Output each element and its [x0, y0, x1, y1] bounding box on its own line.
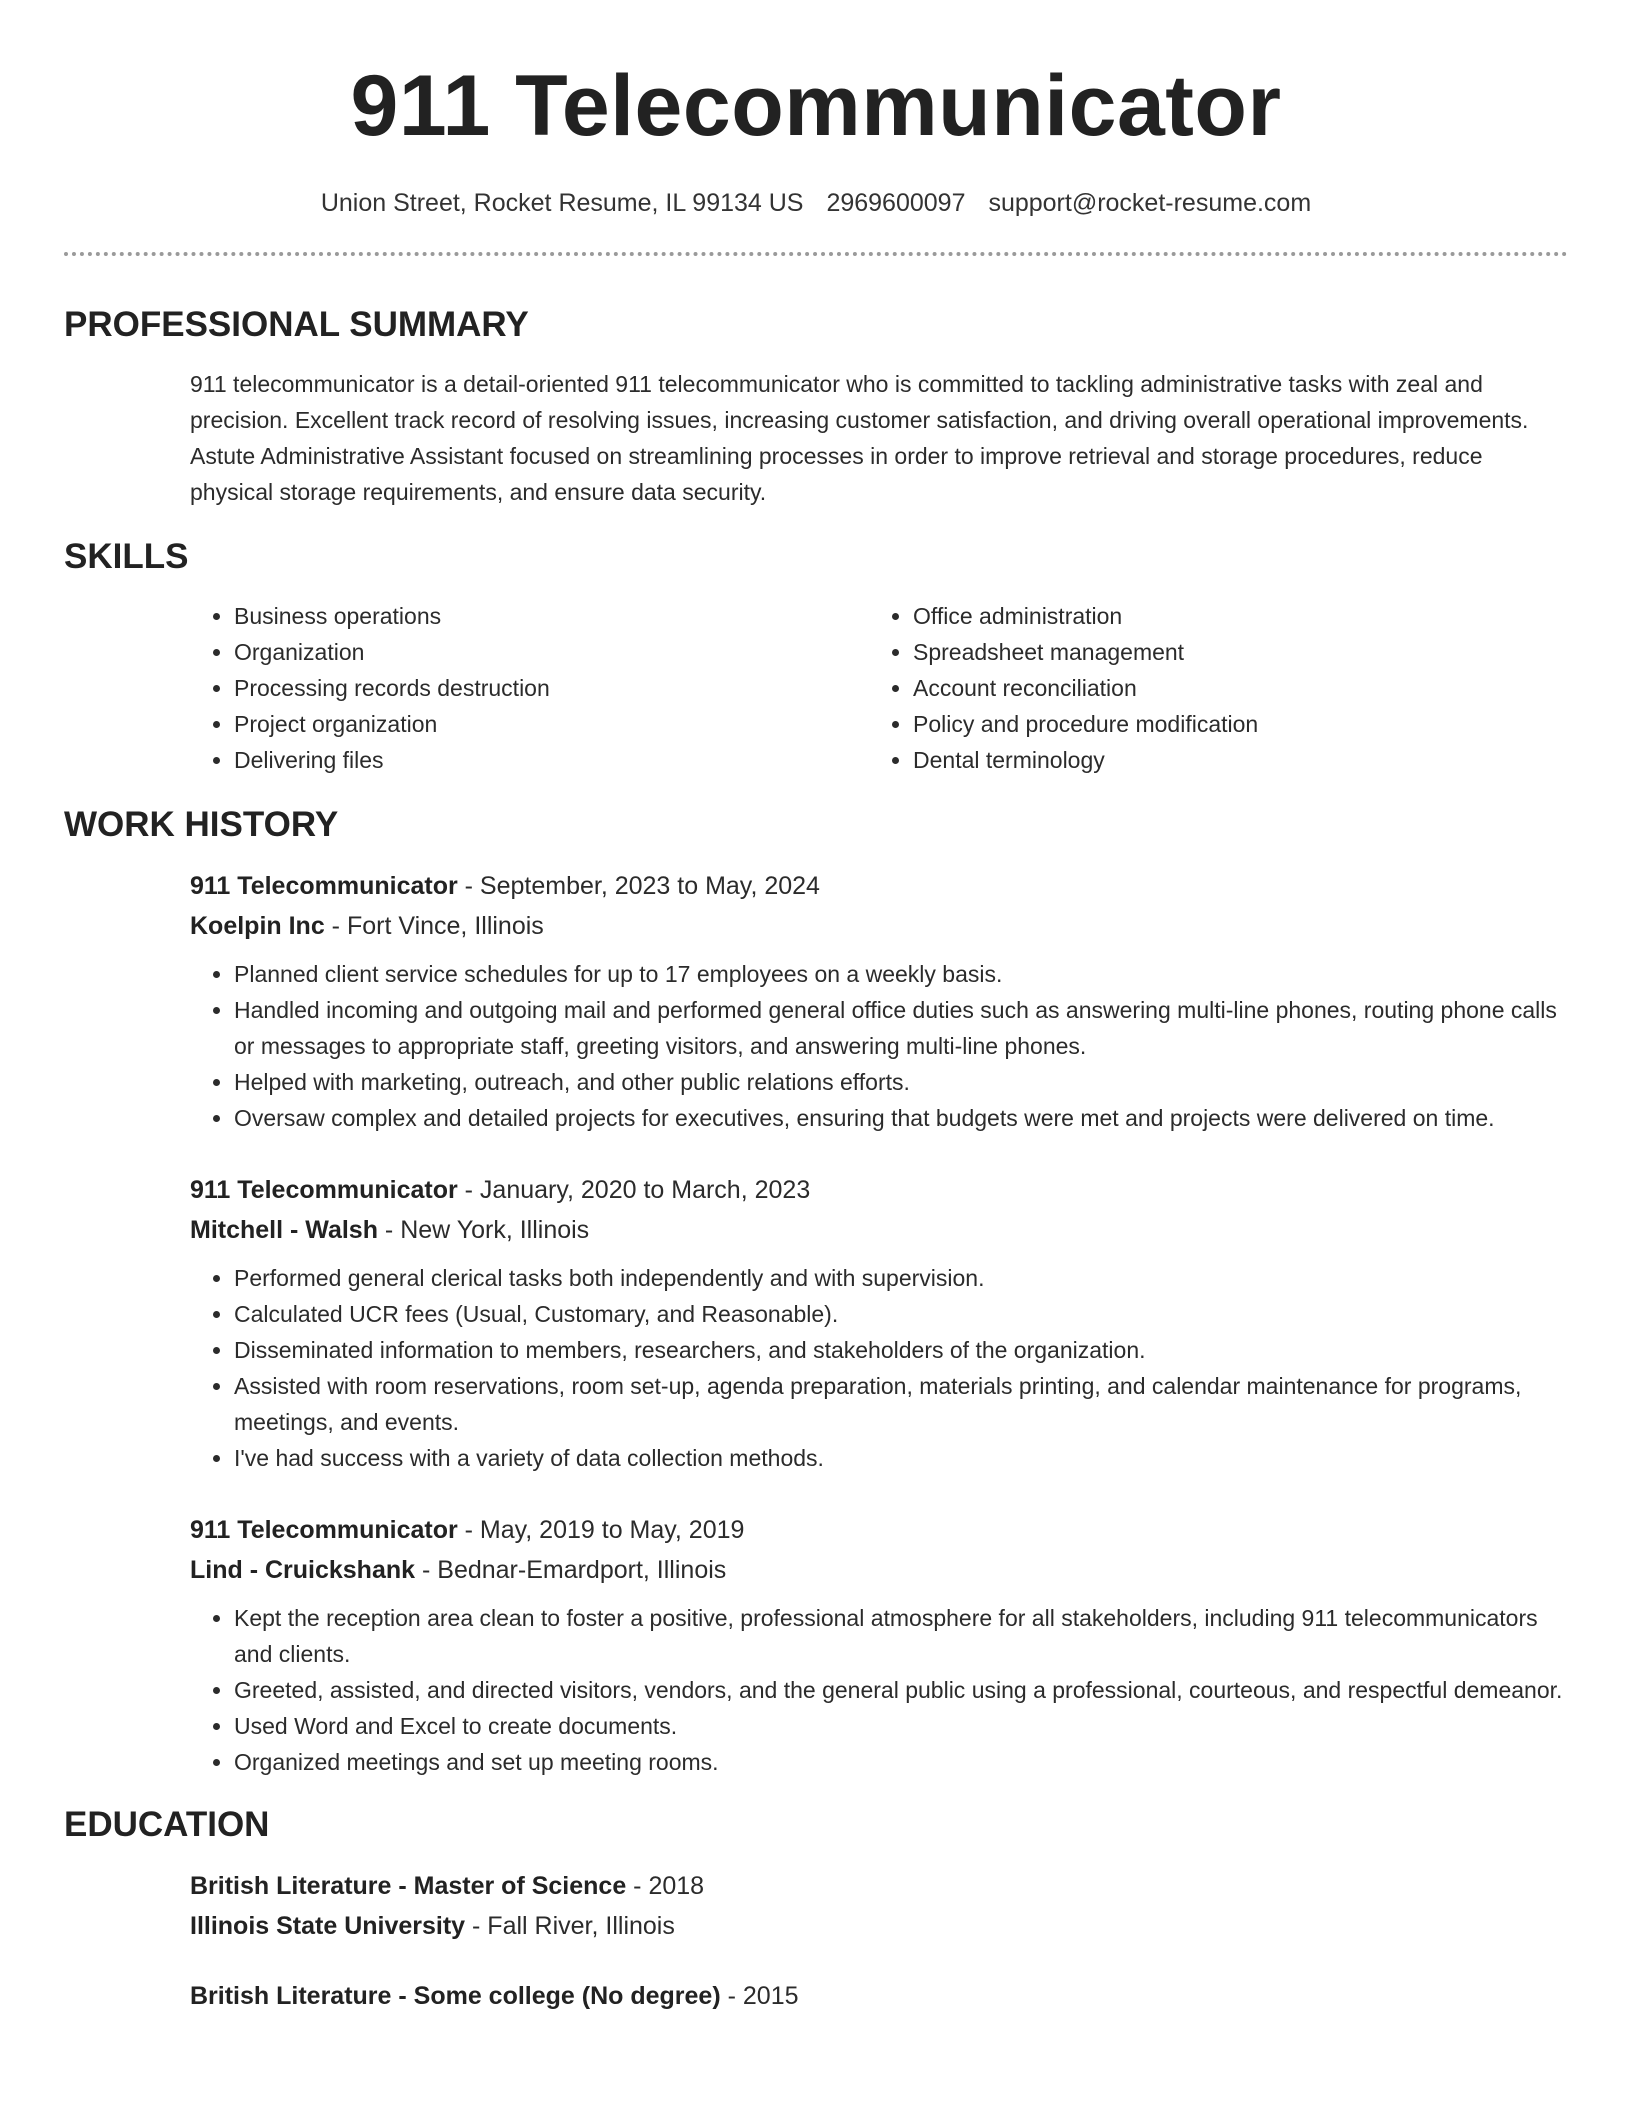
job-location: - Fort Vince, Illinois [324, 912, 544, 940]
job-company: Lind - Cruickshank [190, 1556, 416, 1584]
job-duty: • Assisted with room reservations, room set-up, agenda preparation, materials printing, and calendar maintenance for programs, meetings, and events. [234, 1368, 1568, 1440]
work-history-heading: WORK HISTORY [64, 805, 339, 844]
education-entry [190, 1866, 1568, 1946]
education-year: - 2018 [626, 1872, 705, 1900]
job-duty: • Disseminated information to members, researchers, and stakeholders of the organization. [234, 1332, 1568, 1368]
skills-grid [190, 598, 1568, 778]
job-location: - New York, Illinois [377, 1216, 590, 1244]
skills-heading: SKILLS [64, 537, 189, 576]
skill-item: • Policy and procedure modification [913, 706, 1568, 742]
skills-list-right [869, 598, 1568, 778]
education-section [64, 1804, 1568, 2016]
education-degree: British Literature - Some college (No degree) [190, 1982, 721, 2010]
work-history-section [64, 804, 1568, 1780]
education-degree-line [190, 1866, 1568, 1906]
skill-item: • Project organization [234, 706, 869, 742]
job-entry [190, 1170, 1568, 1476]
education-heading: EDUCATION [64, 1805, 270, 1844]
job-duties-list [190, 956, 1568, 1136]
job-entry [190, 866, 1568, 1136]
education-location: - Fall River, Illinois [465, 1912, 675, 1940]
skills-section [64, 536, 1568, 778]
job-company-line [190, 1210, 1568, 1250]
contact-email: support@rocket-resume.com [988, 189, 1312, 217]
job-duty: • Helped with marketing, outreach, and other public relations efforts. [234, 1064, 1568, 1100]
job-company-line [190, 906, 1568, 946]
job-duty: • Calculated UCR fees (Usual, Customary, and Reasonable). [234, 1296, 1568, 1332]
skill-item: • Spreadsheet management [913, 634, 1568, 670]
contact-phone: 2969600097 [826, 189, 966, 217]
job-title-line [190, 866, 1568, 906]
job-duties-list [190, 1260, 1568, 1476]
education-school: Illinois State University [190, 1912, 466, 1940]
summary-heading: PROFESSIONAL SUMMARY [64, 305, 529, 344]
job-title-line [190, 1170, 1568, 1210]
job-company-line [190, 1550, 1568, 1590]
skill-item: • Dental terminology [913, 742, 1568, 778]
skills-list-left [190, 598, 869, 778]
header-divider [64, 252, 1568, 256]
job-dates: - September, 2023 to May, 2024 [457, 872, 820, 900]
summary-text: 911 telecommunicator is a detail-oriented 911 telecommunicator who is committed to tackling administrative tasks with zeal and precision. Excellent track record of resolving issues, increasing customer satisfaction, and driving overall operational improvements. Astute Administrative Assistant focused on streamlining processes in order to improve retrieval and storage procedures, reduce physical storage requirements, and ensure data security. [190, 371, 1529, 505]
skill-item: • Account reconciliation [913, 670, 1568, 706]
skill-item: • Business operations [234, 598, 869, 634]
skill-item: • Delivering files [234, 742, 869, 778]
skill-item: • Processing records destruction [234, 670, 869, 706]
education-school-line [190, 1906, 1568, 1946]
skill-item: • Organization [234, 634, 869, 670]
job-title: 911 Telecommunicator [190, 1176, 458, 1204]
job-duty: • Performed general clerical tasks both independently and with supervision. [234, 1260, 1568, 1296]
job-title: 911 Telecommunicator [190, 872, 458, 900]
job-company: Mitchell - Walsh [190, 1216, 378, 1244]
education-degree-line [190, 1976, 1568, 2016]
job-dates: - January, 2020 to March, 2023 [457, 1176, 811, 1204]
job-duty: • Planned client service schedules for up to 17 employees on a weekly basis. [234, 956, 1568, 992]
summary-section [64, 304, 1568, 510]
education-degree: British Literature - Master of Science [190, 1872, 627, 1900]
job-title-line [190, 1510, 1568, 1550]
contact-line [64, 188, 1568, 218]
job-title: 911 Telecommunicator [190, 1516, 458, 1544]
job-company: Koelpin Inc [190, 912, 325, 940]
job-dates: - May, 2019 to May, 2019 [457, 1516, 745, 1544]
job-duty: • Organized meetings and set up meeting rooms. [234, 1744, 1568, 1780]
job-duty: • Kept the reception area clean to foster a positive, professional atmosphere for all stakeholders, including 911 telecommunicators and clients. [234, 1600, 1568, 1672]
job-entry [190, 1510, 1568, 1780]
job-duty: • I've had success with a variety of data collection methods. [234, 1440, 1568, 1476]
resume-name: 911 Telecommunicator [350, 58, 1282, 154]
job-duty: • Greeted, assisted, and directed visitors, vendors, and the general public using a professional, courteous, and respectful demeanor. [234, 1672, 1568, 1708]
skill-item: • Office administration [913, 598, 1568, 634]
job-duty: • Oversaw complex and detailed projects for executives, ensuring that budgets were met and projects were delivered on time. [234, 1100, 1568, 1136]
contact-address: Union Street, Rocket Resume, IL 99134 US [320, 189, 804, 217]
education-year: - 2015 [720, 1982, 799, 2010]
job-duty: • Handled incoming and outgoing mail and performed general office duties such as answering multi-line phones, routing phone calls or messages to appropriate staff, greeting visitors, and answering multi-line phones. [234, 992, 1568, 1064]
job-location: - Bednar-Emardport, Illinois [415, 1556, 727, 1584]
job-duties-list [190, 1600, 1568, 1780]
education-entry [190, 1976, 1568, 2016]
job-duty: • Used Word and Excel to create documents. [234, 1708, 1568, 1744]
